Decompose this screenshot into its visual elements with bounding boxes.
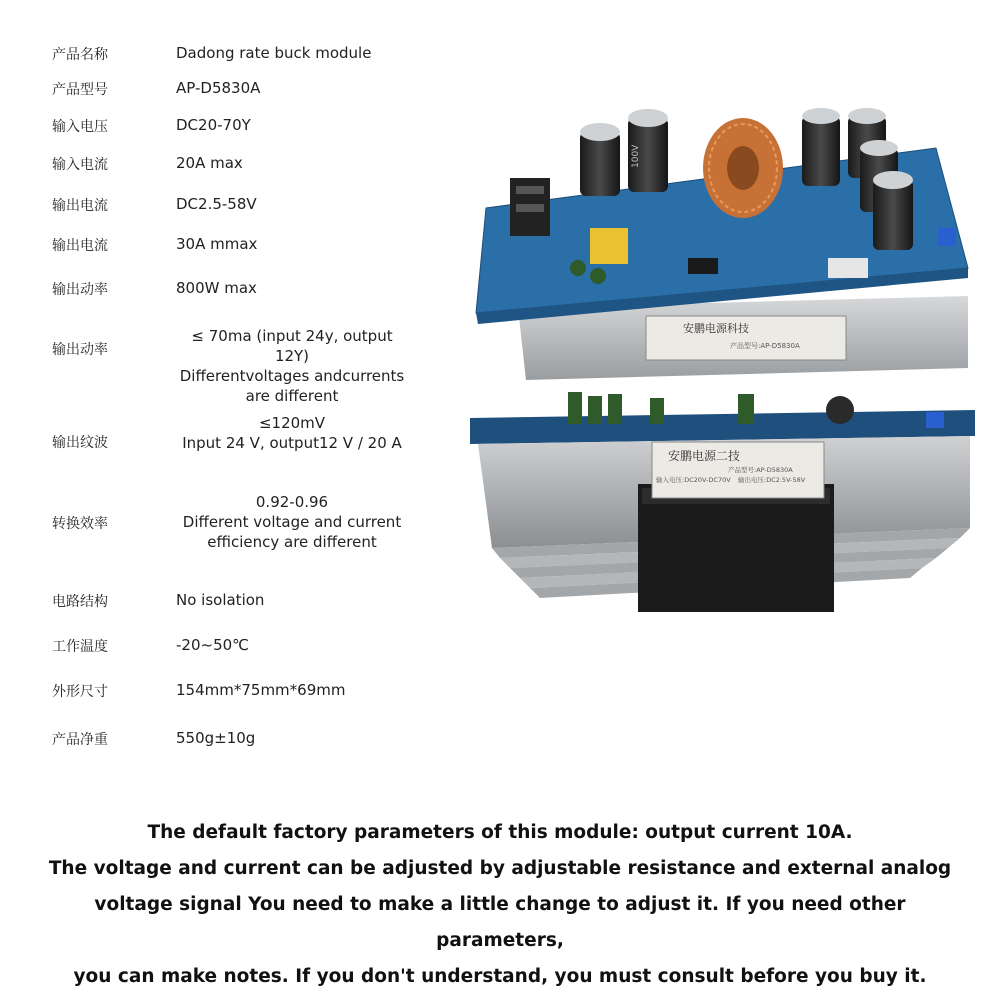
spec-label: 产品名称	[52, 47, 108, 63]
spec-value	[176, 326, 408, 406]
notes-paragraph	[30, 815, 970, 995]
spec-value-line: Differentvoltages andcurrents	[179, 367, 405, 385]
capacitor-top	[848, 108, 886, 124]
capacitor-label: 100V	[631, 144, 641, 168]
spec-label: 输出电流	[52, 198, 108, 214]
spec-value-line: are different	[245, 387, 339, 405]
capacitor-top	[580, 123, 620, 141]
spec-value-line: ≤120mV	[258, 414, 326, 432]
ic-chip	[688, 258, 718, 274]
small-capacitor	[608, 394, 622, 424]
spec-label: 输入电流	[52, 157, 108, 173]
small-capacitor	[588, 396, 602, 424]
inductor-core	[727, 146, 759, 190]
spec-value: 550g±10g	[176, 729, 256, 747]
spec-value-line: Input 24 V, output12 V / 20 A	[182, 434, 402, 452]
potentiometer	[926, 412, 944, 428]
spec-value: No isolation	[176, 591, 265, 609]
spec-label: 产品型号	[52, 82, 108, 98]
transformer	[590, 228, 628, 264]
capacitor-top	[860, 140, 898, 156]
spec-value: 30A mmax	[176, 235, 258, 253]
spec-value-line: efficiency are different	[207, 533, 377, 551]
terminal-screw	[516, 186, 544, 194]
spec-label: 转换效率	[52, 516, 108, 532]
spec-value: 20A max	[176, 154, 243, 172]
spec-value: 800W max	[176, 279, 257, 297]
spec-value: -20~50℃	[176, 636, 250, 654]
spec-label: 输出电流	[52, 238, 108, 254]
notes-line: The voltage and current can be adjusted by adjustable resistance and external analog	[48, 858, 952, 879]
capacitor	[802, 116, 840, 186]
product-photo-top	[468, 98, 988, 388]
capacitor	[873, 180, 913, 250]
spec-label: 外形尺寸	[52, 684, 108, 700]
label-model: 产品型号:AP-D5830A	[730, 342, 800, 350]
capacitor-top	[873, 171, 913, 189]
label-title: 安鹏电源二技	[668, 449, 741, 463]
spec-value: DC2.5-58V	[176, 195, 257, 213]
potentiometer	[938, 228, 956, 246]
spec-value-line: 0.92-0.96	[255, 493, 329, 511]
label-input: 输入电压:DC20V-DC70V	[656, 476, 731, 484]
label-model: 产品型号:AP-D5830A	[728, 466, 793, 474]
small-capacitor	[590, 268, 606, 284]
small-capacitor	[738, 394, 754, 424]
spec-value: 154mm*75mm*69mm	[176, 681, 346, 699]
spec-value: Dadong rate buck module	[176, 44, 372, 62]
spec-label: 输出纹波	[52, 435, 108, 451]
spec-value: DC20-70Y	[176, 116, 251, 134]
label-title: 安鹏电源科技	[683, 322, 749, 335]
spec-value: AP-D5830A	[176, 79, 261, 97]
spec-label: 产品净重	[52, 732, 108, 748]
notes-line: The default factory parameters of this module: output current 10A.	[147, 822, 853, 843]
spec-label: 输出动率	[52, 282, 108, 298]
spec-value-line: ≤ 70ma (input 24y, output 12Y)	[191, 327, 393, 365]
terminal-screw	[516, 204, 544, 212]
capacitor	[580, 132, 620, 196]
spec-value	[176, 492, 408, 552]
small-capacitor	[650, 398, 664, 424]
small-capacitor	[570, 260, 586, 276]
spec-value-line: Different voltage and current	[182, 513, 402, 531]
capacitor	[826, 396, 854, 424]
toroid-inductor	[703, 118, 783, 218]
notes-line: voltage signal You need to make a little change to adjust it. If you need other parameters,	[94, 894, 906, 951]
spec-label: 输出动率	[52, 342, 108, 358]
label-output: 输出电压:DC2.5V-58V	[738, 476, 806, 484]
spec-label: 输入电压	[52, 119, 108, 135]
spec-value	[176, 413, 408, 453]
small-capacitor	[568, 392, 582, 424]
notes-line: you can make notes. If you don't understand, you must consult before you buy it.	[73, 966, 927, 987]
spec-label: 电路结构	[52, 594, 108, 610]
capacitor-top	[628, 109, 668, 127]
spec-label: 工作温度	[52, 639, 108, 655]
capacitor-group-left	[580, 109, 668, 196]
capacitor-top	[802, 108, 840, 124]
connector	[828, 258, 868, 278]
product-photo-bottom	[470, 388, 985, 620]
